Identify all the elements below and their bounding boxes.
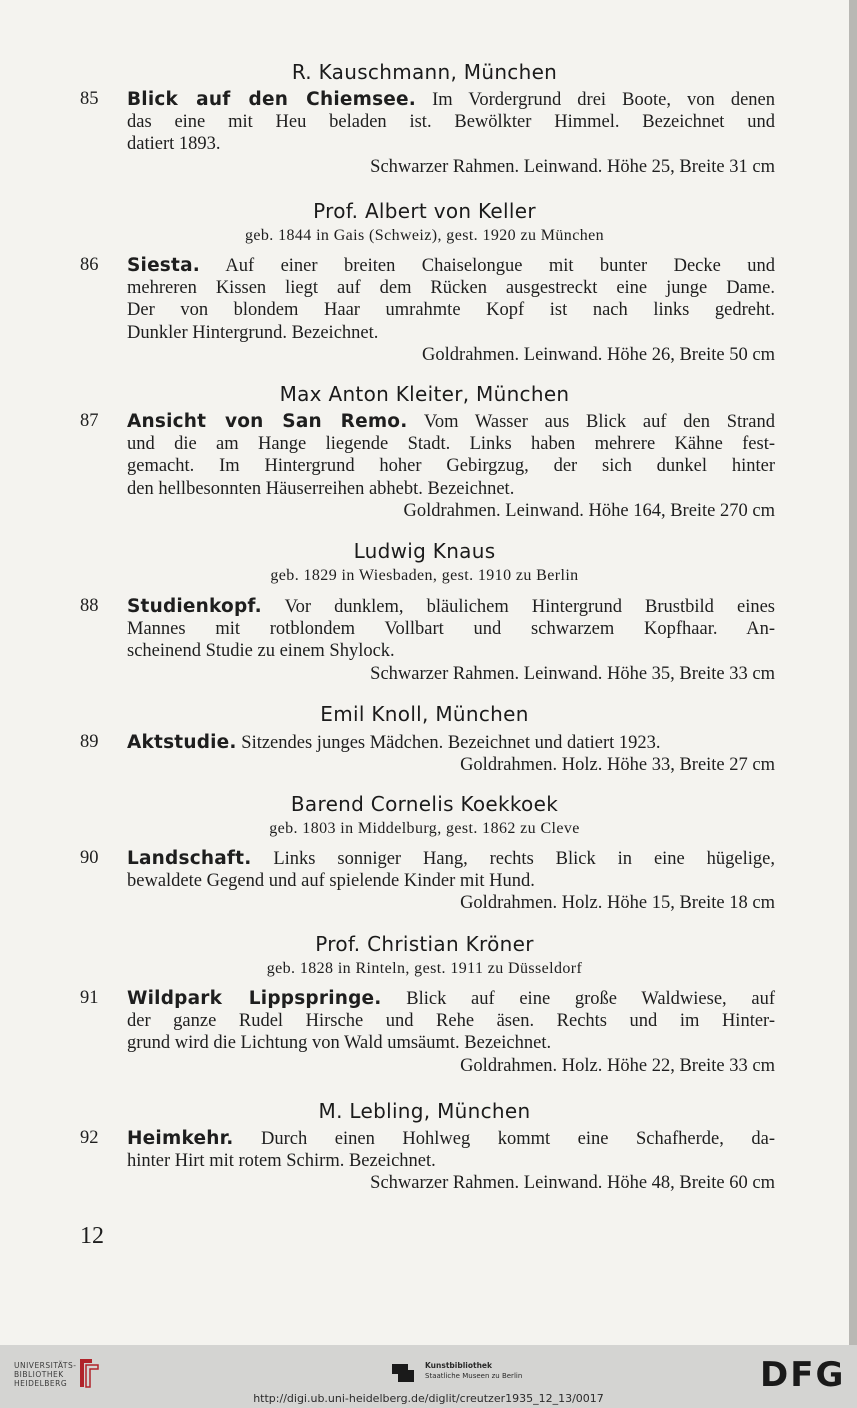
page-number: 12	[80, 1223, 104, 1249]
source-url: http://digi.ub.uni-heidelberg.de/diglit/creutzer1935_12_13/0017	[253, 1392, 604, 1405]
artist-heading: Emil Knoll, München	[320, 702, 529, 726]
description-line	[127, 987, 775, 1011]
catalog-number: 92	[80, 1128, 99, 1148]
description-text: grund wird die Lichtung von Wald umsäumt. Bezeichnet.	[127, 1033, 552, 1053]
catalog-number: 86	[80, 255, 99, 275]
page-edge	[849, 0, 857, 1345]
description-line	[127, 731, 775, 755]
artist-bio: geb. 1803 in Middelburg, gest. 1862 zu Cleve	[269, 820, 580, 837]
university-library-label	[14, 1361, 76, 1388]
description-text: mehreren Kissen liegt auf dem Rücken ausgestreckt eine junge Dame.	[127, 277, 775, 298]
description-line	[127, 322, 775, 345]
catalog-number: 88	[80, 596, 99, 616]
description-line	[127, 410, 775, 434]
description-text: der ganze Rudel Hirsche und Rehe äsen. Rechts und im Hinter-	[127, 1010, 775, 1031]
kb-subtitle: Staatliche Museen zu Berlin	[425, 1372, 523, 1380]
description-text: Vor dunklem, bläulichem Hintergrund Brustbild eines	[284, 597, 775, 617]
description-line	[127, 847, 775, 871]
frame-dimensions: Goldrahmen. Leinwand. Höhe 164, Breite 270 cm	[403, 501, 775, 521]
description-text: datiert 1893.	[127, 134, 221, 154]
artist-bio: geb. 1828 in Rinteln, gest. 1911 zu Düsseldorf	[266, 960, 583, 977]
description-line	[127, 299, 775, 322]
description-text: Sitzendes junges Mädchen. Bezeichnet und datiert 1923.	[241, 733, 661, 753]
description-line	[127, 1127, 775, 1151]
description-line	[127, 1010, 775, 1033]
kunstbibliothek-logo-icon	[392, 1362, 418, 1384]
description-text: Mannes mit rotblondem Vollbart und schwarzem Kopfhaar. An-	[127, 618, 775, 639]
university-line: UNIVERSITÄTS-	[14, 1361, 77, 1370]
dfg-logo: DFG	[760, 1355, 846, 1395]
artwork-title: Siesta.	[127, 255, 200, 276]
catalog-number: 85	[80, 89, 99, 109]
description-line	[127, 433, 775, 456]
artwork-title: Aktstudie.	[127, 732, 237, 753]
artist-heading: Barend Cornelis Koekkoek	[290, 792, 559, 816]
frame-dimensions: Schwarzer Rahmen. Leinwand. Höhe 48, Breite 60 cm	[370, 1173, 775, 1193]
artist-bio: geb. 1829 in Wiesbaden, gest. 1910 zu Berlin	[270, 567, 579, 584]
artist-heading: Prof. Christian Kröner	[315, 932, 534, 956]
artist-heading: M. Lebling, München	[318, 1099, 531, 1123]
description-line	[127, 1032, 775, 1055]
frame-dimensions: Schwarzer Rahmen. Leinwand. Höhe 25, Breite 31 cm	[370, 156, 775, 177]
description-text: Dunkler Hintergrund. Bezeichnet.	[127, 322, 379, 343]
description-line	[127, 478, 775, 501]
artist-heading: Prof. Albert von Keller	[313, 199, 536, 223]
catalog-number: 89	[80, 732, 99, 752]
description-text: Auf einer breiten Chaiselongue mit bunter Decke und	[225, 256, 776, 276]
description-line	[127, 595, 775, 619]
description-text: hinter Hirt mit rotem Schirm. Bezeichnet.	[127, 1150, 436, 1171]
artwork-title: Studienkopf.	[127, 596, 262, 617]
frame-dimensions: Schwarzer Rahmen. Leinwand. Höhe 35, Breite 33 cm	[370, 663, 775, 684]
university-line: HEIDELBERG	[14, 1379, 68, 1388]
description-line	[127, 111, 775, 134]
description-line	[127, 618, 775, 641]
frame-dimensions: Goldrahmen. Leinwand. Höhe 26, Breite 50 cm	[422, 345, 775, 365]
catalog-number: 87	[80, 411, 99, 431]
description-line	[127, 133, 775, 156]
description-line	[127, 640, 775, 663]
description-text: und die am Hange liegende Stadt. Links haben mehrere Kähne fest-	[127, 433, 775, 454]
description-text: Blick auf eine große Waldwiese, auf	[406, 989, 775, 1009]
kb-name: Kunstbibliothek	[425, 1361, 493, 1370]
university-logo-icon	[76, 1355, 102, 1391]
description-line	[127, 1150, 775, 1173]
artwork-title: Heimkehr.	[127, 1128, 234, 1149]
description-text: gemacht. Im Hintergrund hoher Gebirgzug, der sich dunkel hinter	[127, 456, 775, 476]
frame-dimensions: Goldrahmen. Holz. Höhe 22, Breite 33 cm	[460, 1055, 775, 1076]
description-text: den hellbesonnten Häuserreihen abhebt. Bezeichnet.	[127, 478, 515, 499]
description-line	[127, 455, 775, 478]
description-text: Der von blondem Haar umrahmte Kopf ist nach links gedreht.	[127, 300, 775, 320]
artist-heading: Ludwig Knaus	[353, 539, 496, 563]
artwork-title: Landschaft.	[127, 848, 252, 869]
university-line: BIBLIOTHEK	[14, 1370, 64, 1379]
description-text: scheinend Studie zu einem Shylock.	[127, 641, 395, 661]
catalog-number: 90	[80, 848, 99, 868]
artist-bio: geb. 1844 in Gais (Schweiz), gest. 1920 zu München	[244, 227, 605, 244]
frame-dimensions: Goldrahmen. Holz. Höhe 33, Breite 27 cm	[460, 754, 775, 775]
artwork-title: Wildpark Lippspringe.	[127, 988, 382, 1009]
description-line	[127, 254, 775, 278]
description-text: Links sonniger Hang, rechts Blick in eine hügelige,	[273, 849, 775, 869]
description-text: das eine mit Heu beladen ist. Bewölkter Himmel. Bezeichnet und	[127, 111, 775, 132]
description-line	[127, 277, 775, 300]
frame-dimensions: Goldrahmen. Holz. Höhe 15, Breite 18 cm	[460, 893, 775, 913]
artist-heading: R. Kauschmann, München	[291, 60, 558, 84]
kunstbibliothek-label	[425, 1361, 522, 1381]
description-text: Vom Wasser aus Blick auf den Strand	[423, 412, 775, 432]
catalog-number: 91	[80, 988, 99, 1008]
description-line	[127, 88, 775, 112]
artwork-title: Ansicht von San Remo.	[127, 411, 408, 432]
description-line	[127, 870, 775, 893]
artwork-title: Blick auf den Chiemsee.	[127, 89, 417, 110]
description-text: Durch einen Hohlweg kommt eine Schafherde, da-	[261, 1129, 775, 1149]
artist-heading: Max Anton Kleiter, München	[279, 382, 570, 406]
description-text: bewaldete Gegend und auf spielende Kinder mit Hund.	[127, 870, 535, 891]
description-text: Im Vordergrund drei Boote, von denen	[432, 90, 776, 110]
